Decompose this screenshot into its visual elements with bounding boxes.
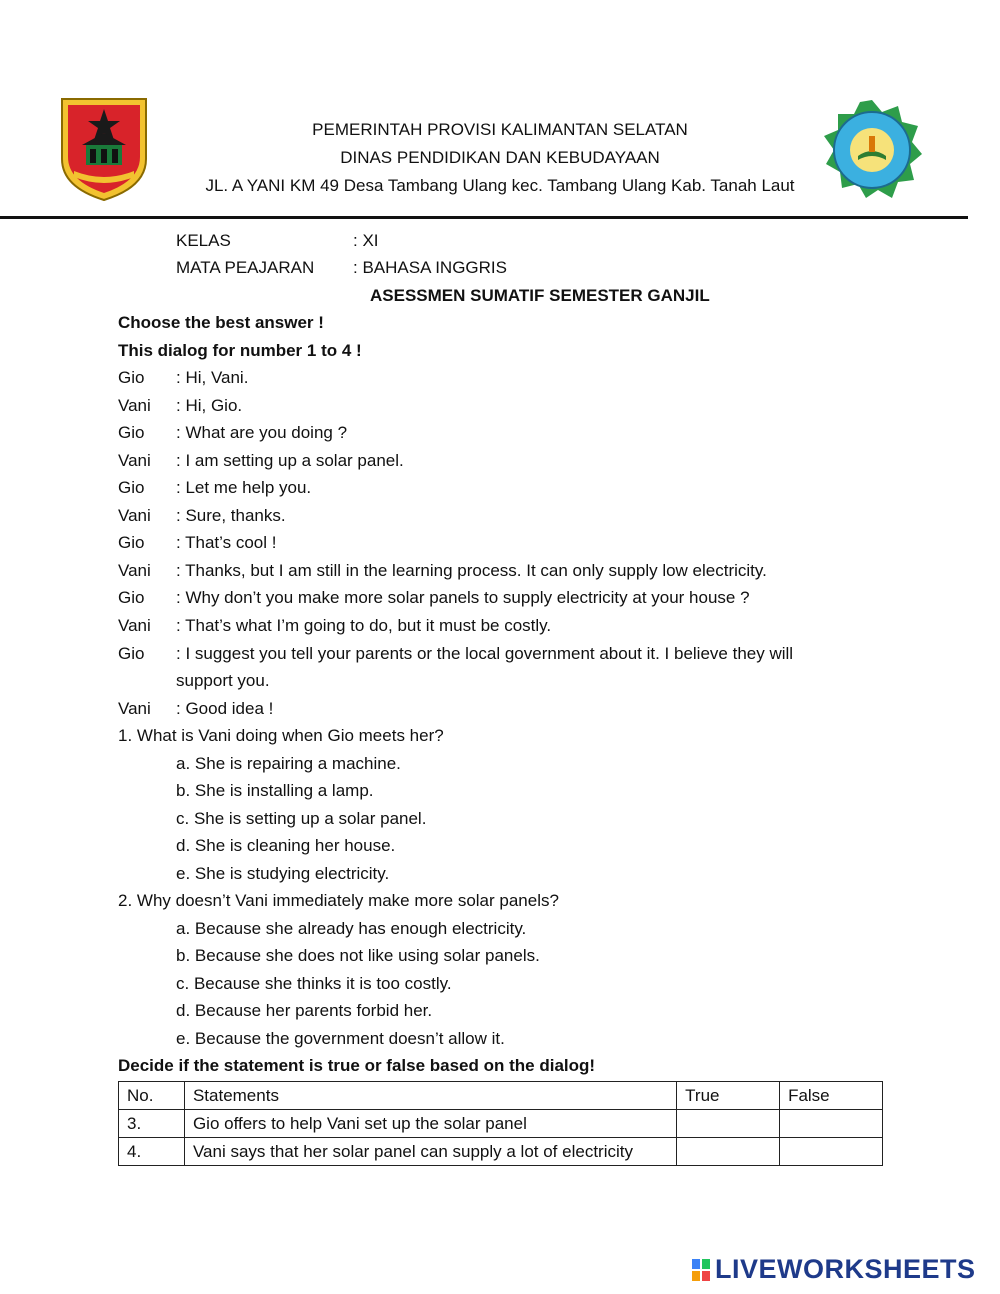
- question-2-option-a[interactable]: a. Because she already has enough electricity.: [176, 919, 527, 938]
- header-line-1: PEMERINTAH PROVISI KALIMANTAN SELATAN: [312, 120, 688, 139]
- instruction-choose: Choose the best answer !: [118, 313, 324, 332]
- row-number: 3.: [119, 1110, 185, 1138]
- question-1-option-c[interactable]: c. She is setting up a solar panel.: [176, 809, 427, 828]
- false-answer-cell[interactable]: [780, 1138, 883, 1166]
- dialog-text: : Let me help you.: [176, 478, 312, 497]
- page-title: ASESSMEN SUMATIF SEMESTER GANJIL: [370, 286, 710, 305]
- question-2: 2. Why doesn’t Vani immediately make more solar panels?: [118, 891, 559, 910]
- row-number: 4.: [119, 1138, 185, 1166]
- question-1-option-b[interactable]: b. She is installing a lamp.: [176, 781, 374, 800]
- dialog-speaker: Vani: [118, 561, 151, 580]
- row-statement: Gio offers to help Vani set up the solar panel: [184, 1110, 676, 1138]
- question-1-option-d[interactable]: d. She is cleaning her house.: [176, 836, 396, 855]
- tf-instruction: Decide if the statement is true or false based on the dialog!: [118, 1056, 596, 1075]
- dialog-text: : Sure, thanks.: [176, 506, 286, 525]
- dialog-speaker: Gio: [118, 368, 145, 387]
- dialog-speaker: Gio: [118, 423, 145, 442]
- header-false: False: [780, 1082, 883, 1110]
- dialog-speaker: Vani: [118, 699, 151, 718]
- header-line-3: JL. A YANI KM 49 Desa Tambang Ulang kec. Tambang Ulang Kab. Tanah Laut: [205, 176, 795, 195]
- liveworksheets-blocks-icon: [692, 1259, 710, 1281]
- header-divider: [0, 216, 968, 219]
- false-answer-cell[interactable]: [780, 1110, 883, 1138]
- dialog-speaker: Vani: [118, 451, 151, 470]
- table-row: [119, 1138, 883, 1166]
- dialog-text: : Hi, Vani.: [176, 368, 249, 387]
- dialog-text: : I suggest you tell your parents or the local government about it. I believe they will: [176, 644, 794, 663]
- kelas-label: KELAS: [176, 231, 231, 250]
- question-1: 1. What is Vani doing when Gio meets her?: [118, 726, 444, 745]
- dialog-speaker: Gio: [118, 644, 145, 663]
- dialog-text: : Good idea !: [176, 699, 274, 718]
- dialog-text: : Why don’t you make more solar panels to supply electricity at your house ?: [176, 588, 750, 607]
- provincial-emblem-icon: [60, 97, 148, 202]
- dialog-text: : Hi, Gio.: [176, 396, 243, 415]
- true-answer-cell[interactable]: [677, 1110, 780, 1138]
- dialog-speaker: Gio: [118, 533, 145, 552]
- mapel-label: MATA PEAJARAN: [176, 258, 315, 277]
- dialog-text: : What are you doing ?: [176, 423, 348, 442]
- dialog-text: : That’s cool !: [176, 533, 277, 552]
- header-line-2: DINAS PENDIDIKAN DAN KEBUDAYAAN: [340, 148, 660, 167]
- dialog-text: : I am setting up a solar panel.: [176, 451, 404, 470]
- question-2-option-c[interactable]: c. Because she thinks it is too costly.: [176, 974, 452, 993]
- liveworksheets-logo[interactable]: [692, 1254, 976, 1285]
- table-header-row: [119, 1082, 883, 1110]
- true-answer-cell[interactable]: [677, 1138, 780, 1166]
- dialog-speaker: Vani: [118, 396, 151, 415]
- question-2-option-e[interactable]: e. Because the government doesn’t allow it.: [176, 1029, 505, 1048]
- true-false-table: [118, 1081, 883, 1166]
- instruction-dialog: This dialog for number 1 to 4 !: [118, 341, 362, 360]
- header-true: True: [677, 1082, 780, 1110]
- dialog-speaker: Gio: [118, 588, 145, 607]
- dialog-text: support you.: [176, 671, 270, 690]
- table-row: [119, 1110, 883, 1138]
- row-statement: Vani says that her solar panel can supply a lot of electricity: [184, 1138, 676, 1166]
- question-1-option-e[interactable]: e. She is studying electricity.: [176, 864, 390, 883]
- header-statements: Statements: [184, 1082, 676, 1110]
- header-no: No.: [119, 1082, 185, 1110]
- question-2-option-b[interactable]: b. Because she does not like using solar panels.: [176, 946, 540, 965]
- kelas-value: : XI: [353, 231, 379, 250]
- dialog-text: : Thanks, but I am still in the learning process. It can only supply low electricity.: [176, 561, 767, 580]
- dialog-speaker: Gio: [118, 478, 145, 497]
- dialog-speaker: Vani: [118, 616, 151, 635]
- question-1-option-a[interactable]: a. She is repairing a machine.: [176, 754, 401, 773]
- mapel-value: : BAHASA INGGRIS: [353, 258, 507, 277]
- dialog-speaker: Vani: [118, 506, 151, 525]
- dialog-text: : That’s what I’m going to do, but it must be costly.: [176, 616, 552, 635]
- liveworksheets-brand: LIVEWORKSHEETS: [715, 1254, 976, 1284]
- question-2-option-d[interactable]: d. Because her parents forbid her.: [176, 1001, 433, 1020]
